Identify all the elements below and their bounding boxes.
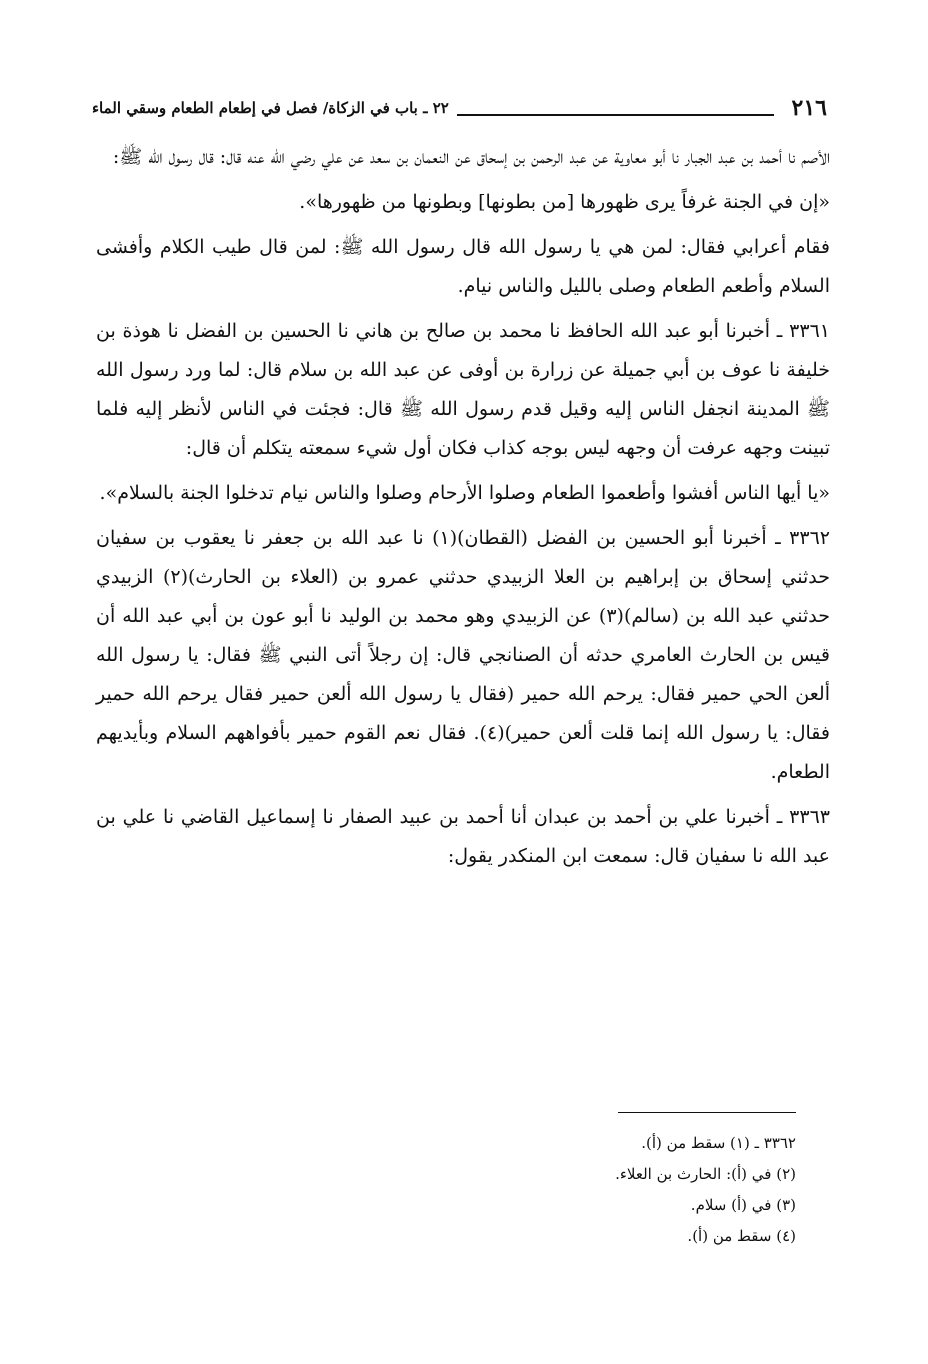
footnotes bbox=[300, 1128, 796, 1252]
hadith-3362: ٣٣٦٢ ـ أخبرنا أبو الحسين بن الفضل (القطان)(١) نا عبد الله بن جعفر نا يعقوب بن سفيان حدثني إسحاق بن إبراهيم بن العلا الزبيدي حدثني عمرو بن (العلاء بن الحارث)(٢) الزبيدي حدثني عبد الله بن (سالم)(٣) عن الزبيدي وهو محمد بن الوليد نا أبو عون بن أبي عبد الله أن قيس بن الحارث العامري حدثه أن الصنانجي قال: إن رجلاً أتى النبي ﷺ فقال: يا رسول الله ألعن الحي حمير فقال: يرحم الله حمير (فقال يا رسول الله ألعن حمير فقال يرحم الله حمير فقال: يا رسول الله إنما قلت ألعن حمير)(٤). فقال نعم القوم حمير بأفواههم السلام وبأيديهم الطعام. bbox=[96, 527, 831, 783]
hadith-3361: ٣٣٦١ ـ أخبرنا أبو عبد الله الحافظ نا محمد بن صالح بن هاني نا الحسين بن الفضل نا هوذة بن خليفة نا عوف بن أبي جميلة عن زرارة بن أوفى عن عبد الله بن سلام قال: لما ورد رسول الله ﷺ المدينة انجفل الناس إليه وقيل قدم رسول الله ﷺ قال: فجئت في الناس لأنظر إليه فلما تبينت وجهه عرفت أن وجهه ليس بوجه كذاب فكان أول شيء سمعته يتكلم أن قال: bbox=[96, 320, 830, 459]
chapter-title: ٢٢ ـ باب في الزكاة/ فصل في إطعام الطعام وسقي الماء bbox=[92, 99, 449, 117]
hadith-3363: ٣٣٦٣ ـ أخبرنا علي بن أحمد بن عبدان أنا أحمد بن عبيد الصفار نا إسماعيل القاضي نا علي بن عبد الله نا سفيان قال: سمعت ابن المنكدر يقول: bbox=[96, 806, 830, 867]
footnote: (٣) في (أ) سلام. bbox=[690, 1196, 796, 1214]
footnote: (٢) في (أ): الحارث بن العلاء. bbox=[615, 1165, 796, 1183]
header-rule bbox=[457, 114, 774, 116]
footnote-rule bbox=[618, 1112, 796, 1113]
paragraph-isnad-continuation: الأصم نا أحمد بن عبد الجبار نا أبو معاوية عن عبد الرحمن بن إسحاق عن النعمان بن سعد عن علي رضي الله عنه قال: قال رسول الله ﷺ: bbox=[112, 146, 830, 168]
footnote: ٣٣٦٢ ـ (١) سقط من (أ). bbox=[641, 1134, 796, 1152]
footnote: (٤) سقط من (أ). bbox=[687, 1227, 796, 1245]
running-header bbox=[92, 88, 827, 122]
page-number: ٢١٦ bbox=[791, 95, 827, 121]
hadith-quote: «إن في الجنة غرفاً يرى ظهورها [من بطونها] وبطونها من ظهورها». bbox=[299, 191, 830, 213]
hadith-quote: «يا أيها الناس أفشوا وأطعموا الطعام وصلوا الأرحام وصلوا والناس نيام تدخلوا الجنة بالسلام». bbox=[99, 482, 830, 504]
paragraph-bedouin-question: فقام أعرابي فقال: لمن هي يا رسول الله قال رسول الله ﷺ: لمن قال طيب الكلام وأفشى السلام وأطعم الطعام وصلى بالليل والناس نيام. bbox=[96, 236, 830, 297]
main-text bbox=[96, 138, 830, 882]
